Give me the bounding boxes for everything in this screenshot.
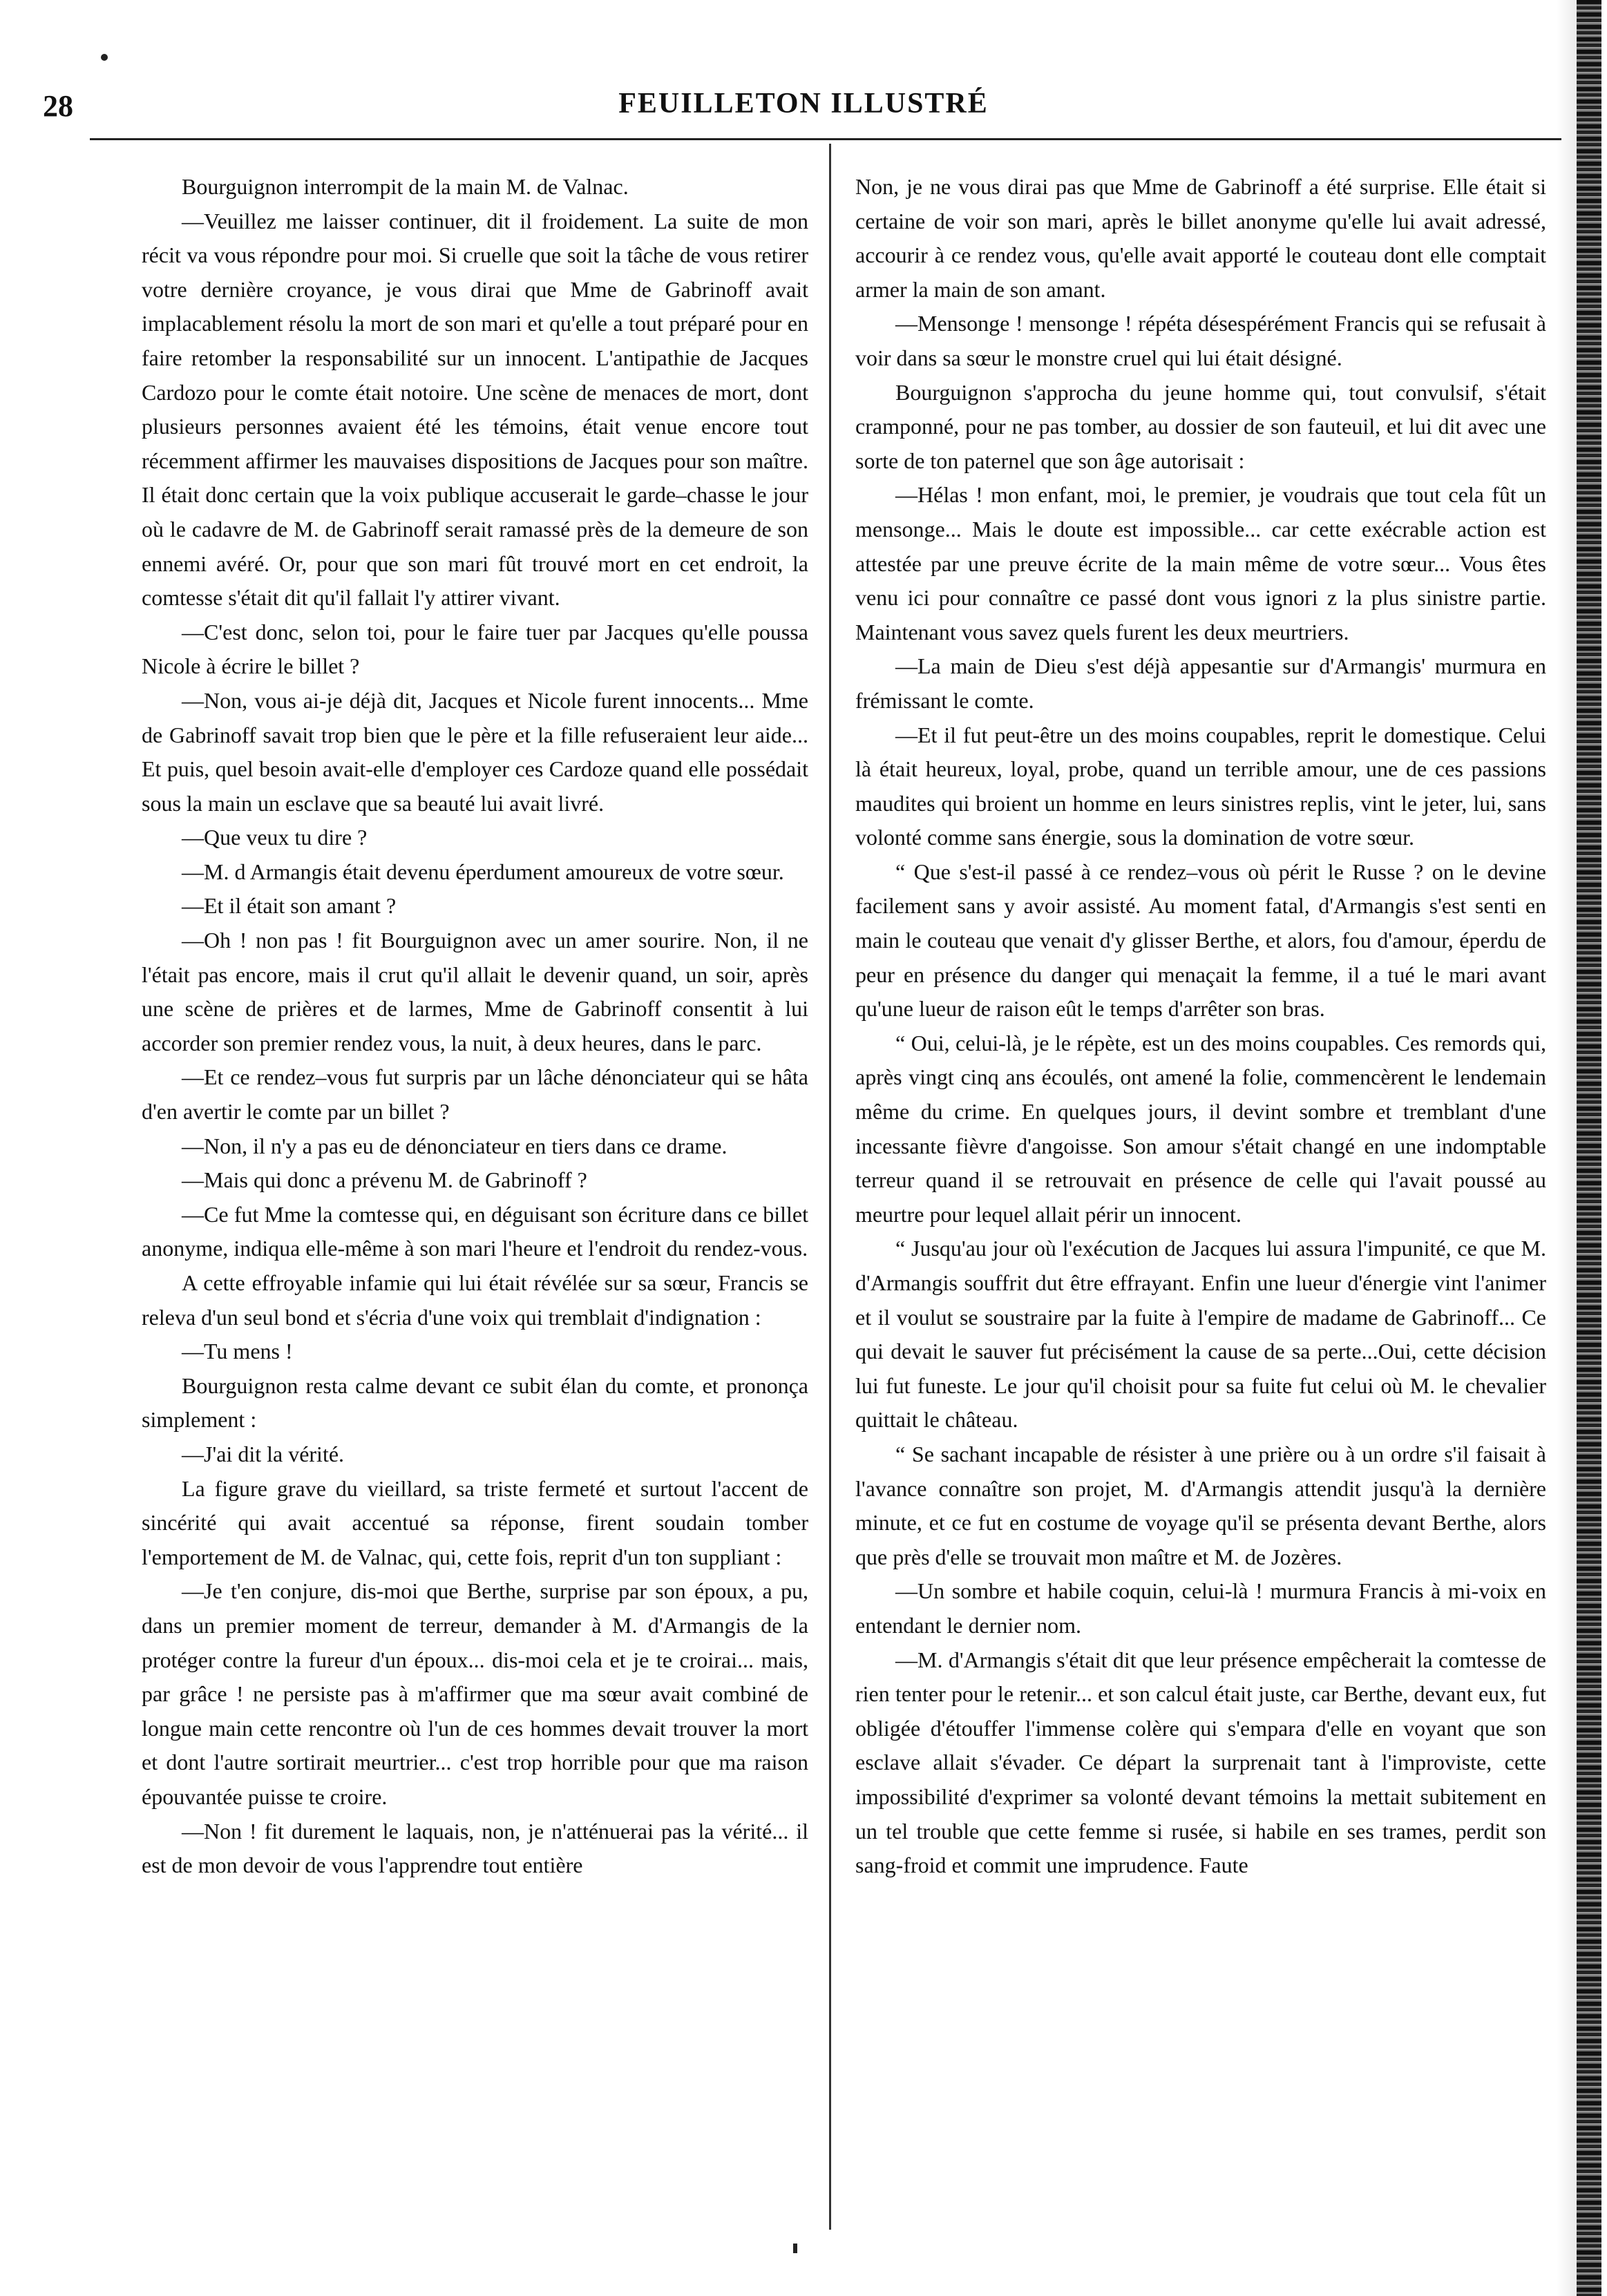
paragraph: —J'ai dit la vérité. [182, 1441, 345, 1466]
paragraph: —La main de Dieu s'est déjà appesantie sur d'Armangis' murmura en frémissant le comte. [855, 653, 1546, 713]
paragraph: —Non ! fit durement le laquais, non, je n'atténuerai pas la vérité... il est de mon devoir de vous l'apprendre tout entière [142, 1818, 808, 1878]
page-edge-shadow [1556, 0, 1577, 2296]
column-divider [829, 144, 831, 2230]
paragraph: Bourguignon s'approcha du jeune homme qui, tout convulsif, s'était cramponné, pour ne pas tomber, au dossier de son fauteuil, et lui dit avec une sorte de ton paternel que son âge autorisait : [855, 379, 1546, 473]
paragraph: —Et il était son amant ? [182, 893, 397, 919]
right-column [855, 170, 1546, 1883]
paragraph: —C'est donc, selon toi, pour le faire tuer par Jacques qu'elle poussa Nicole à écrire le billet ? [142, 619, 808, 679]
paragraph: —Hélas ! mon enfant, moi, le premier, je voudrais que tout cela fût un mensonge... Mais le doute est impossible... car cette exécrable action est attestée par une preuve écrite de la main même de votre sœur... Vous êtes venu ici pour connaître ce passé dont vous ignori z la plus sinistre partie. Maintenant vous savez quels furent les deux meurtriers. [855, 482, 1546, 644]
paragraph: —M. d'Armangis s'était dit que leur présence empêcherait la comtesse de rien tenter pour le retenir... et son calcul était juste, car Berthe, devant eux, fut obligée d'étouffer l'immense colère qui s'empara d'elle en voyant que son esclave allait s'évader. Ce départ la surprenait tant à l'improviste, cette impossibilité d'exprimer sa volonté devant témoins la mettait subitement en un tel trouble que cette femme si rusée, si habile en ses trames, perdit son sang-froid et commit une imprudence. Faute [855, 1647, 1546, 1878]
paragraph: —Mais qui donc a prévenu M. de Gabrinoff ? [182, 1167, 587, 1193]
paragraph: —Non, vous ai-je déjà dit, Jacques et Nicole furent innocents... Mme de Gabrinoff savait trop bien que le père et la fille refuseraient leur aide... Et puis, quel besoin avait-elle d'employer ces Cardoze quand elle possédait sous la main un esclave que sa beauté lui avait livré. [142, 687, 808, 816]
paragraph: —Ce fut Mme la comtesse qui, en déguisant son écriture dans ce billet anonyme, indiqua elle-même à son mari l'heure et l'endroit du rendez-vous. [142, 1201, 808, 1261]
paragraph: “ Se sachant incapable de résister à une prière ou à un ordre s'il faisait à l'avance connaître son projet, M. d'Armangis attendit jusqu'à la dernière minute, et ce fut en costume de voyage qu'il se présenta devant Berthe, alors que près d'elle se trouvait mon maître et M. de Jozères. [855, 1441, 1546, 1569]
paragraph: “ Oui, celui-là, je le répète, est un des moins coupables. Ces remords qui, après vingt cinq ans écoulés, ont amené la folie, commencèrent le lendemain même du crime. En quelques jours, il devint sombre et tremblant d'une incessante fièvre d'angoisse. Son amour s'était changé en une indomptable terreur quand il se retrouvait en présence de celle qui l'avait poussé au meurtre pour lequel allait périr un innocent. [855, 1030, 1546, 1227]
paragraph: Bourguignon resta calme devant ce subit élan du comte, et prononça simplement : [142, 1372, 808, 1433]
page-edge-binding [1577, 0, 1601, 2296]
paragraph: A cette effroyable infamie qui lui était révélée sur sa sœur, Francis se releva d'un seul bond et s'écria d'une voix qui tremblait d'indignation : [142, 1270, 808, 1330]
left-column [142, 170, 808, 1883]
page-number: 28 [43, 89, 73, 123]
footer-mark [793, 2244, 797, 2253]
paragraph: —Un sombre et habile coquin, celui-là ! murmura Francis à mi-voix en entendant le dernier nom. [855, 1578, 1546, 1638]
paragraph: —Je t'en conjure, dis-moi que Berthe, surprise par son époux, a pu, dans un premier moment de terreur, demander à M. d'Armangis de la protéger contre la fureur d'un époux... dis-moi cela et je te croirai... mais, par grâce ! ne persiste pas à m'affirmer que ma sœur avait combiné de longue main cette rencontre où l'un de ces hommes devait trouver la mort et dont l'autre sortirait meurtrier... c'est trop horrible pour que ma raison épouvantée puisse te croire. [142, 1578, 808, 1809]
paragraph: —Et ce rendez–vous fut surpris par un lâche dénonciateur qui se hâta d'en avertir le comte par un billet ? [142, 1064, 808, 1125]
paragraph: La figure grave du vieillard, sa triste fermeté et surtout l'accent de sincérité qui avait accentué sa réponse, firent soudain tomber l'emportement de M. de Valnac, qui, cette fois, reprit d'un ton suppliant : [142, 1475, 808, 1569]
paragraph: —Veuillez me laisser continuer, dit il froidement. La suite de mon récit va vous répondre pour moi. Si cruelle que soit la tâche de vous retirer votre dernière croyance, je vous dirai que Mme de Gabrinoff avait implacablement résolu la mort de son mari et qu'elle a tout préparé pour en faire retomber la responsabilité sur un innocent. L'antipathie de Jacques Cardozo pour le comte était notoire. Une scène de menaces de mort, dont plusieurs personnes avaient été les témoins, était venue encore tout récemment affirmer les mauvaises dispositions de Jacques pour son maître. Il était donc certain que la voix publique accuserait le garde–chasse le jour où le cadavre de M. de Gabrinoff serait ramassé près de la demeure de son ennemi avéré. Or, pour que son mari fût trouvé mort en cet endroit, la comtesse s'était dit qu'il fallait l'y attirer vivant. [142, 208, 808, 611]
ink-dot [101, 54, 108, 61]
paragraph: —Tu mens ! [182, 1339, 293, 1364]
paragraph: —Mensonge ! mensonge ! répéta désespérément Francis qui se refusait à voir dans sa sœur le monstre cruel qui lui était désigné. [855, 311, 1546, 370]
header-rule [90, 138, 1561, 140]
paragraph: —Que veux tu dire ? [182, 825, 368, 850]
paragraph: Non, je ne vous dirai pas que Mme de Gabrinoff a été surprise. Elle était si certaine de voir son mari, après le billet anonyme qu'elle lui avait adressé, accourir à ce rendez vous, qu'elle avait apporté le couteau dont elle comptait armer la main de son amant. [855, 174, 1546, 302]
paragraph: —Non, il n'y a pas eu de dénonciateur en tiers dans ce drame. [182, 1133, 728, 1158]
paragraph: “ Que s'est-il passé à ce rendez–vous où périt le Russe ? on le devine facilement sans y avoir assisté. Au moment fatal, d'Armangis s'est senti en main le couteau que venait d'y glisser Berthe, et alors, fou d'amour, éperdu de peur en présence du danger qui menaçait la femme, il a tué le mari avant qu'une lueur de raison eût le temps d'arrêter son bras. [855, 859, 1546, 1022]
paragraph: —Oh ! non pas ! fit Bourguignon avec un amer sourire. Non, il ne l'était pas encore, mais il crut qu'il allait le devenir quand, un soir, après une scène de prières et de larmes, Mme de Gabrinoff consentit à lui accorder son premier rendez vous, la nuit, à deux heures, dans le parc. [142, 928, 808, 1055]
paragraph: —M. d Armangis était devenu éperdument amoureux de votre sœur. [182, 859, 784, 884]
paragraph: “ Jusqu'au jour où l'exécution de Jacques lui assura l'impunité, ce que M. d'Armangis souffrit dut être effrayant. Enfin une lueur d'énergie vint l'animer et il voulut se soustraire par la fuite à l'empire de madame de Gabrinoff... Ce qui devait le sauver fut précisément la cause de sa perte...Oui, cette décision lui fut funeste. Le jour qu'il choisit pour sa fuite fut celui où M. le chevalier quittait le château. [855, 1236, 1546, 1433]
running-title: FEUILLETON ILLUSTRÉ [618, 88, 989, 119]
paragraph: —Et il fut peut-être un des moins coupables, reprit le domestique. Celui là était heureux, loyal, probe, quand un terrible amour, une de ces passions maudites qui broient un homme en leurs sinistres replis, vint le jeter, lui, sans volonté comme sans énergie, sous la domination de votre sœur. [855, 722, 1546, 850]
paragraph: Bourguignon interrompit de la main M. de Valnac. [182, 174, 629, 199]
